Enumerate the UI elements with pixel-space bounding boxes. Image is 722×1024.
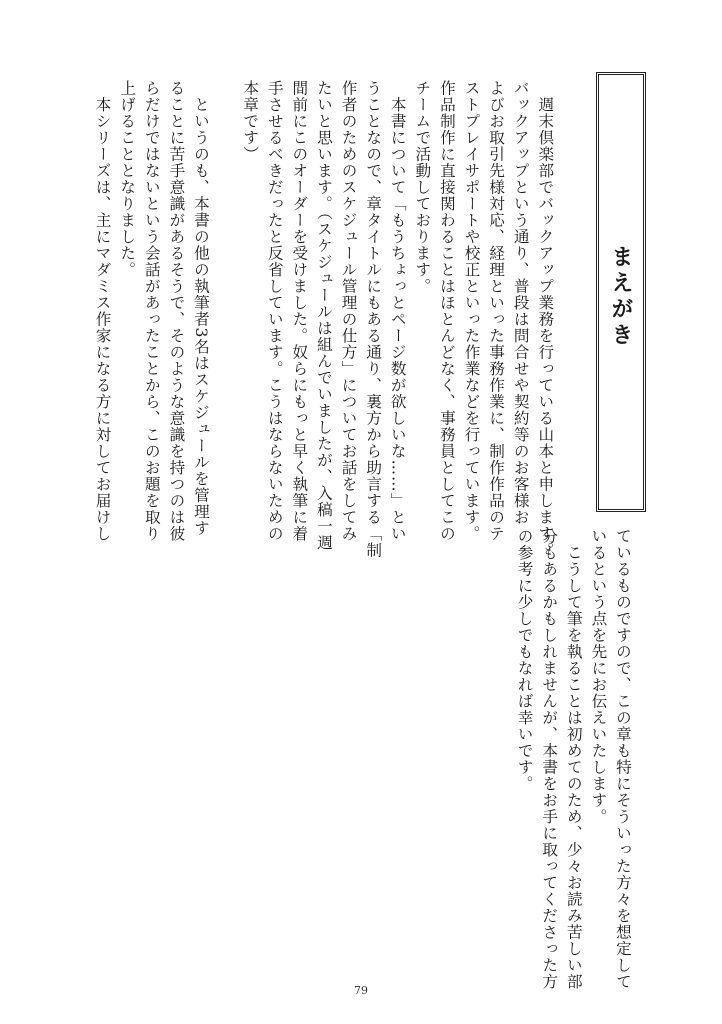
- text-line: チームで活動しております。: [413, 80, 432, 295]
- text-line: らだけではないという会話があったことから、このお題を取り: [142, 80, 161, 542]
- text-line: ることに苦手意識があるそうで、そのような意識を持つのは彼: [167, 80, 186, 542]
- text-line: いるという点を先にお伝えいたします。: [589, 528, 608, 825]
- text-line: よびお取引先様対応、経理といった事務作業に、制作作品のテ: [487, 80, 506, 542]
- text-line: うことなので、章タイトルにもある通り、裏方から助言する「制: [364, 80, 383, 559]
- body-text-lower: [512, 528, 635, 990]
- text-line: 週末倶楽部でバックアップ業務を行っている山本と申します。: [536, 80, 555, 559]
- text-line: の参考に少しでもなれば幸いです。: [515, 528, 534, 792]
- chapter-title: まえがき: [608, 245, 634, 349]
- chapter-title-box: [596, 72, 646, 512]
- text-line: 上げることとなりました。: [118, 80, 137, 278]
- text-line: ストプレイサポートや校正といった作業などを行っています。: [462, 80, 481, 542]
- text-line: こうして筆を執ることは初めてのため、少々お読み苦しい部: [564, 528, 583, 990]
- text-line: 作品制作に直接関わることはほとんどなく、事務員としてこの: [437, 80, 456, 542]
- text-line: 本シリーズは、主にマダミス作家になる方に対してお届けし: [93, 80, 112, 542]
- text-line: ているものですので、この章も特にそういった方々を想定して: [613, 528, 632, 990]
- text-line: 手させるべきだったと反省しています。こうはならないための: [265, 80, 284, 542]
- text-line: 間前にこのオーダーを受けました。奴らにもっと早く執筆に着: [290, 80, 309, 542]
- text-line: バックアップという通り、普段は問合せや契約等のお客様お: [511, 80, 530, 526]
- text-line: というのも、本書の他の執筆者3名はスケジュールを管理す: [191, 80, 210, 537]
- text-line: たいと思います。（スケジュールは組んでいましたが、入稿一週: [314, 80, 333, 551]
- text-line: 本書について「もうちょっとページ数が欲しいな……」とい: [388, 80, 407, 542]
- blank-line: [213, 80, 238, 500]
- text-line: 作者のためのスケジュール管理の仕方」についてお話をしてみ: [339, 80, 358, 542]
- page-number: 79: [354, 984, 368, 997]
- text-line: 本章です）: [241, 80, 260, 163]
- body-text-upper: [90, 80, 557, 559]
- text-line: 分もあるかもしれませんが、本書をお手に取ってくださった方: [540, 528, 559, 990]
